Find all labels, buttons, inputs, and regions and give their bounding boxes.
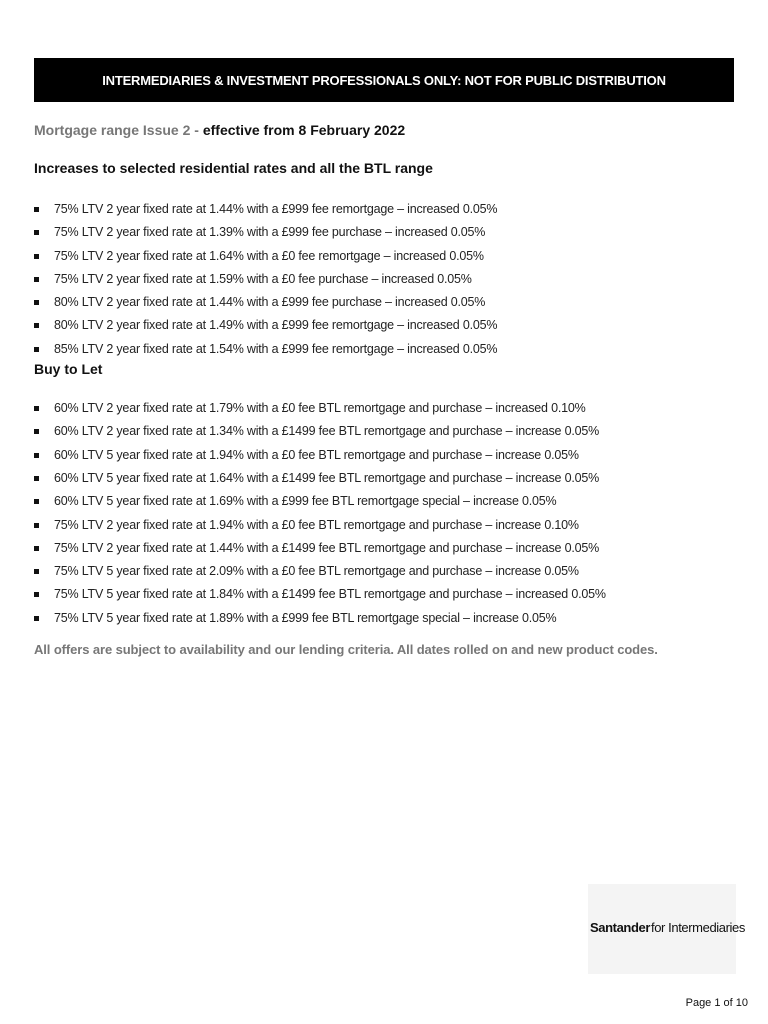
bullet-icon xyxy=(34,207,39,212)
list-item xyxy=(34,221,744,244)
list-item xyxy=(34,420,744,443)
bullet-icon xyxy=(34,592,39,597)
list-item-text: 85% LTV 2 year fixed rate at 1.54% with a £999 fee remortgage – increased 0.05% xyxy=(54,341,498,356)
list-item-text: 60% LTV 5 year fixed rate at 1.94% with a £0 fee BTL remortgage and purchase – increase 0.05% xyxy=(54,447,579,462)
list-item xyxy=(34,291,744,314)
page-number: Page 1 of 10 xyxy=(685,997,748,1009)
list-item-text: 75% LTV 2 year fixed rate at 1.64% with a £0 fee remortgage – increased 0.05% xyxy=(54,248,484,263)
list-item xyxy=(34,245,744,268)
logo-subtitle-text: for Intermediaries xyxy=(650,919,745,935)
bullet-icon xyxy=(34,347,39,352)
santander-logo xyxy=(588,916,745,938)
list-item xyxy=(34,397,744,420)
list-item-text: 60% LTV 2 year fixed rate at 1.79% with a £0 fee BTL remortgage and purchase – increased 0.10% xyxy=(54,401,586,416)
bullet-icon xyxy=(34,546,39,551)
list-item xyxy=(34,514,744,537)
bullet-icon xyxy=(34,523,39,528)
btl-list xyxy=(34,397,744,630)
list-item-text: 80% LTV 2 year fixed rate at 1.44% with a £999 fee purchase – increased 0.05% xyxy=(54,295,486,310)
issue-effective-date: effective from 8 February 2022 xyxy=(202,122,406,138)
list-item xyxy=(34,268,744,291)
issue-label: Mortgage range Issue 2 - xyxy=(34,122,199,138)
bullet-icon xyxy=(34,476,39,481)
list-item-text: 75% LTV 2 year fixed rate at 1.59% with a £0 fee purchase – increased 0.05% xyxy=(54,271,472,286)
bullet-icon xyxy=(34,406,39,411)
residential-heading: Increases to selected residential rates and all the BTL range xyxy=(34,160,433,176)
residential-list xyxy=(34,198,744,361)
bullet-icon xyxy=(34,616,39,621)
bullet-icon xyxy=(34,254,39,259)
bullet-icon xyxy=(34,453,39,458)
list-item-text: 60% LTV 5 year fixed rate at 1.64% with a £1499 fee BTL remortgage and purchase – increase 0.05% xyxy=(54,470,600,485)
list-item-text: 75% LTV 5 year fixed rate at 1.89% with a £999 fee BTL remortgage special – increase 0.05% xyxy=(54,610,557,625)
list-item xyxy=(34,560,744,583)
bullet-icon xyxy=(34,569,39,574)
bullet-icon xyxy=(34,429,39,434)
list-item-text: 75% LTV 2 year fixed rate at 1.94% with a £0 fee BTL remortgage and purchase – increase 0.10% xyxy=(54,517,579,532)
list-item-text: 75% LTV 5 year fixed rate at 1.84% with a £1499 fee BTL remortgage and purchase – increased 0.05% xyxy=(54,587,606,602)
list-item-text: 75% LTV 2 year fixed rate at 1.44% with a £1499 fee BTL remortgage and purchase – increase 0.05% xyxy=(54,540,600,555)
list-item xyxy=(34,537,744,560)
list-item-text: 60% LTV 2 year fixed rate at 1.34% with a £1499 fee BTL remortgage and purchase – increase 0.05% xyxy=(54,424,600,439)
logo-brand-text: Santander xyxy=(590,919,650,935)
bullet-icon xyxy=(34,230,39,235)
bullet-icon xyxy=(34,277,39,282)
list-item-text: 75% LTV 5 year fixed rate at 2.09% with a £0 fee BTL remortgage and purchase – increase 0.05% xyxy=(54,564,579,579)
issue-line xyxy=(34,122,744,138)
list-item xyxy=(34,338,744,361)
list-item xyxy=(34,444,744,467)
list-item-text: 80% LTV 2 year fixed rate at 1.49% with a £999 fee remortgage – increased 0.05% xyxy=(54,318,498,333)
list-item-text: 60% LTV 5 year fixed rate at 1.69% with a £999 fee BTL remortgage special – increase 0.05% xyxy=(54,494,557,509)
list-item xyxy=(34,198,744,221)
list-item xyxy=(34,314,744,337)
document-body xyxy=(34,122,744,670)
list-item-text: 75% LTV 2 year fixed rate at 1.39% with a £999 fee purchase – increased 0.05% xyxy=(54,225,486,240)
bullet-icon xyxy=(34,300,39,305)
list-item xyxy=(34,490,744,513)
bullet-icon xyxy=(34,323,39,328)
btl-heading: Buy to Let xyxy=(34,361,103,378)
logo-panel xyxy=(588,884,745,974)
list-item-text: 75% LTV 2 year fixed rate at 1.44% with a £999 fee remortgage – increased 0.05% xyxy=(54,202,498,216)
bullet-icon xyxy=(34,499,39,504)
list-item xyxy=(34,467,744,490)
banner-text: INTERMEDIARIES & INVESTMENT PROFESSIONALS ONLY: NOT FOR PUBLIC DISTRIBUTION xyxy=(102,72,666,88)
list-item xyxy=(34,583,744,606)
distribution-banner xyxy=(34,58,734,102)
list-item xyxy=(34,607,744,630)
availability-note: All offers are subject to availability and our lending criteria. All dates rolled on and new product codes. xyxy=(34,642,658,658)
